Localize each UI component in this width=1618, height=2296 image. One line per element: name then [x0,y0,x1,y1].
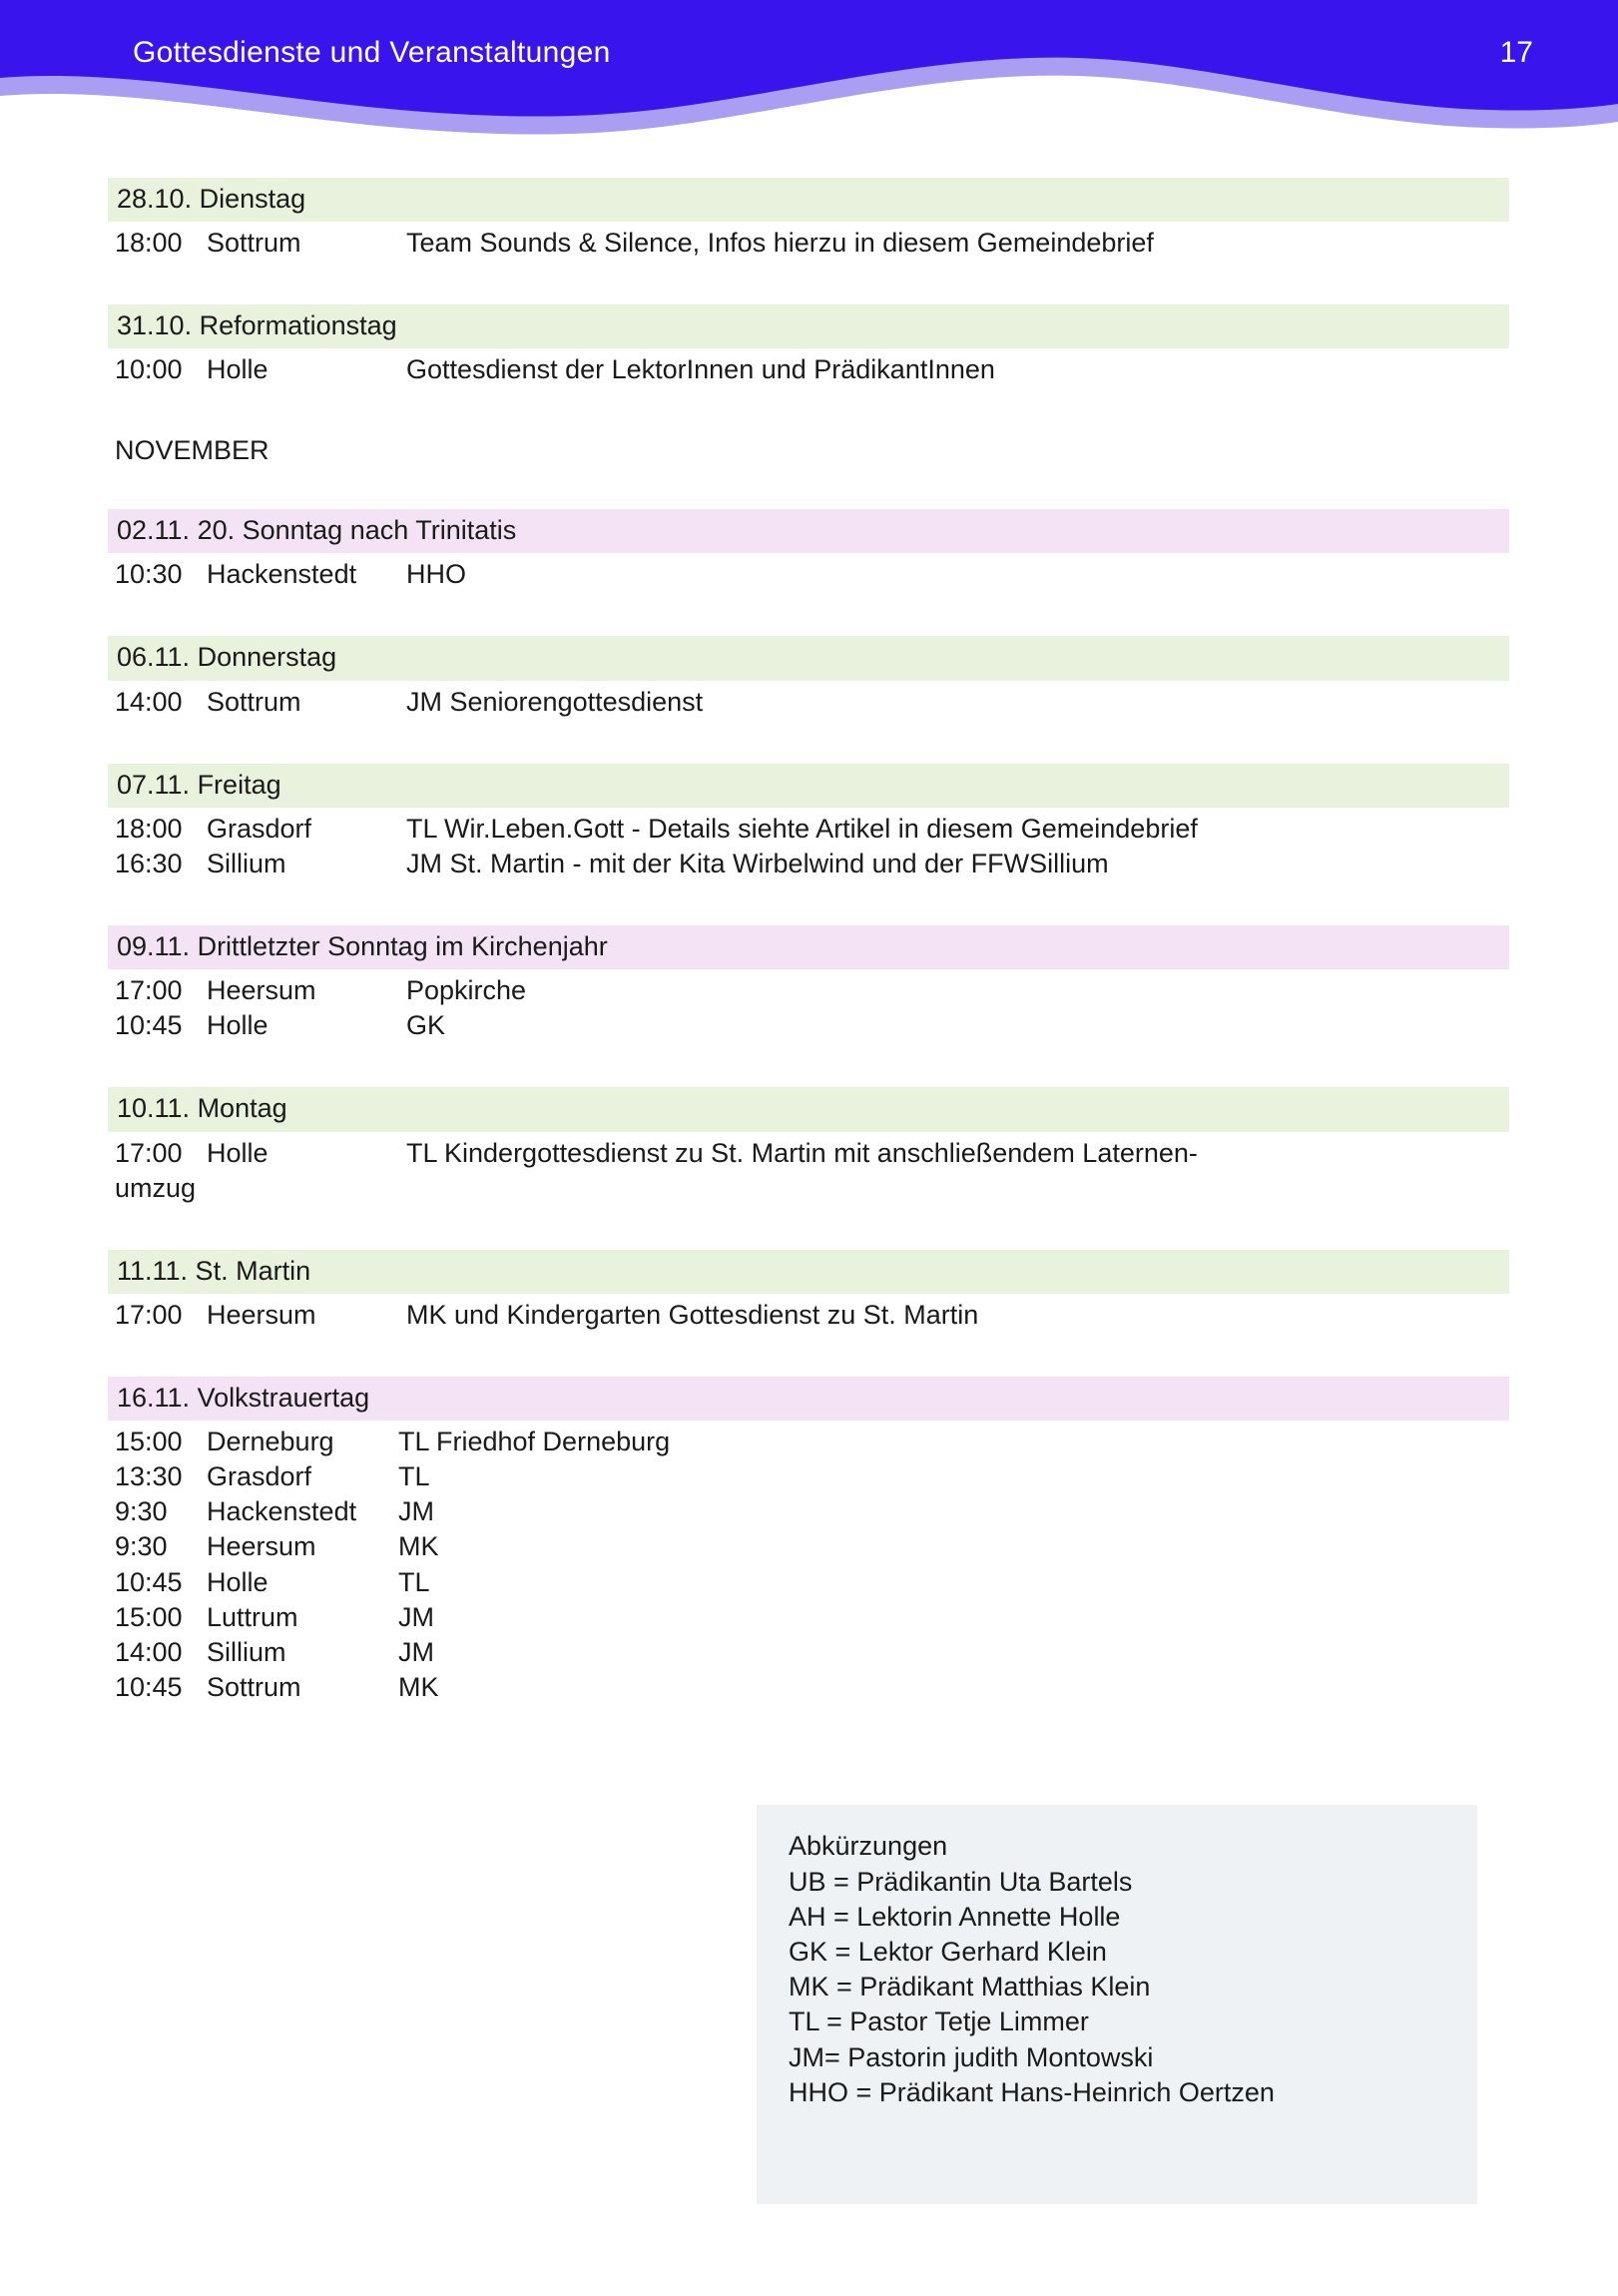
event-description: TL [398,1461,430,1492]
event-description: JM [398,1636,434,1667]
schedule-block [0,1377,1618,1705]
event-description: Team Sounds & Silence, Infos hierzu in diesem Gemeindebrief [406,228,1154,259]
schedule-block [0,636,1618,719]
schedule-list [0,178,1618,1749]
event-time: 10:45 [115,1010,183,1041]
abbreviation-item: GK = Lektor Gerhard Klein [789,1937,1107,1968]
event-time: 14:00 [115,1636,183,1667]
event-description: GK [406,1010,446,1041]
schedule-block [0,432,1618,466]
event-place: Sottrum [207,228,301,259]
event-rows [0,973,1618,1043]
abbreviations-box [757,1805,1477,2204]
event-row [0,1136,1618,1171]
event-rows [0,1425,1618,1705]
abbreviation-item: AH = Lektorin Annette Holle [789,1902,1121,1933]
event-row [0,352,1618,387]
event-row [0,1008,1618,1043]
schedule-block [0,178,1618,261]
schedule-block [0,509,1618,592]
event-rows [0,1136,1618,1171]
event-place: Holle [207,354,269,385]
header-wave-graphic [0,0,1618,160]
abbreviation-item: MK = Prädikant Matthias Klein [789,1972,1151,2003]
schedule-block [0,925,1618,1043]
schedule-block [0,1250,1618,1333]
event-rows [0,1298,1618,1333]
event-place: Holle [207,1010,269,1041]
page-header [0,0,1618,160]
event-description: JM St. Martin - mit der Kita Wirbelwind und der FFWSillium [406,848,1109,878]
abbreviations-list [789,1865,1477,2110]
event-row [0,685,1618,720]
event-description: Gottesdienst der LektorInnen und PrädikantInnen [406,354,995,385]
schedule-block [0,764,1618,881]
event-row [0,557,1618,592]
event-time: 9:30 [115,1496,168,1527]
event-row [0,1298,1618,1333]
event-description: MK [398,1671,439,1702]
event-time: 10:45 [115,1566,183,1597]
event-rows [0,352,1618,387]
date-heading-band: 11.11. St. Martin [108,1250,1509,1294]
event-place: Grasdorf [207,813,312,844]
page-title: Gottesdienste und Veranstaltungen [133,36,611,69]
date-heading-band: 16.11. Volkstrauertag [108,1377,1509,1421]
event-description: MK [398,1531,439,1562]
date-heading-band: 28.10. Dienstag [108,178,1509,222]
event-description: Popkirche [406,975,527,1006]
abbreviation-item: TL = Pastor Tetje Limmer [789,2007,1089,2037]
event-place: Luttrum [207,1601,298,1632]
event-time: 18:00 [115,228,183,259]
event-place: Hackenstedt [207,559,357,590]
event-rows [0,685,1618,720]
event-place: Heersum [207,1299,316,1330]
date-heading-band: 31.10. Reformationstag [108,304,1509,348]
event-place: Sottrum [207,686,301,717]
event-time: 14:00 [115,686,183,717]
event-row [0,226,1618,261]
abbreviation-item: HHO = Prädikant Hans-Heinrich Oertzen [789,2076,1275,2107]
abbreviation-item: JM= Pastorin judith Montowski [789,2041,1154,2072]
event-description: JM Seniorengottesdienst [406,686,704,717]
date-heading-band: 02.11. 20. Sonntag nach Trinitatis [108,509,1509,553]
event-row [0,812,1618,847]
event-time: 17:00 [115,1299,183,1330]
event-place: Derneburg [207,1427,334,1457]
abbreviations-title: Abkürzungen [789,1831,948,1861]
event-time: 18:00 [115,813,183,844]
event-time: 10:30 [115,559,183,590]
event-place: Grasdorf [207,1461,312,1492]
event-row [0,847,1618,881]
date-heading-band: 06.11. Donnerstag [108,636,1509,680]
page-number: 17 [1499,36,1533,69]
event-place: Sottrum [207,1671,301,1702]
event-time: 15:00 [115,1427,183,1457]
date-heading-band: 07.11. Freitag [108,764,1509,808]
event-description: JM [398,1601,434,1632]
event-row [0,1670,1618,1705]
date-heading-band: 10.11. Montag [108,1087,1509,1131]
event-rows [0,812,1618,881]
event-description: JM [398,1496,434,1527]
event-rows [0,557,1618,592]
event-place: Holle [207,1566,269,1597]
event-time: 13:30 [115,1461,183,1492]
event-place: Sillium [207,1636,286,1667]
event-description: HHO [406,559,466,590]
schedule-block [0,1087,1618,1205]
event-place: Heersum [207,975,316,1006]
event-row [0,1494,1618,1529]
event-place: Heersum [207,1531,316,1562]
event-row [0,1529,1618,1564]
event-row [0,1425,1618,1459]
month-heading: NOVEMBER [115,434,270,465]
schedule-block [0,304,1618,387]
event-time: 16:30 [115,848,183,878]
abbreviation-item: UB = Prädikantin Uta Bartels [789,1867,1133,1898]
event-description-continuation: umzug [115,1172,197,1203]
event-time: 17:00 [115,1137,183,1168]
event-row [0,1565,1618,1600]
event-place: Holle [207,1137,269,1168]
date-heading-band: 09.11. Drittletzter Sonntag im Kirchenjahr [108,925,1509,969]
event-description: TL Friedhof Derneburg [398,1427,671,1457]
event-row [0,1600,1618,1635]
event-time: 17:00 [115,975,183,1006]
event-time: 10:45 [115,1671,183,1702]
event-rows [0,226,1618,261]
event-description: TL Wir.Leben.Gott - Details siehte Artikel in diesem Gemeindebrief [406,813,1198,844]
event-row [0,973,1618,1008]
event-time: 15:00 [115,1601,183,1632]
event-time: 10:00 [115,354,183,385]
event-time: 9:30 [115,1531,168,1562]
event-row [0,1635,1618,1670]
event-description: TL [398,1566,430,1597]
event-row [0,1459,1618,1494]
event-description: TL Kindergottesdienst zu St. Martin mit anschließendem Laternen- [406,1137,1198,1168]
event-place: Sillium [207,848,286,878]
event-place: Hackenstedt [207,1496,357,1527]
event-description: MK und Kindergarten Gottesdienst zu St. Martin [406,1299,979,1330]
